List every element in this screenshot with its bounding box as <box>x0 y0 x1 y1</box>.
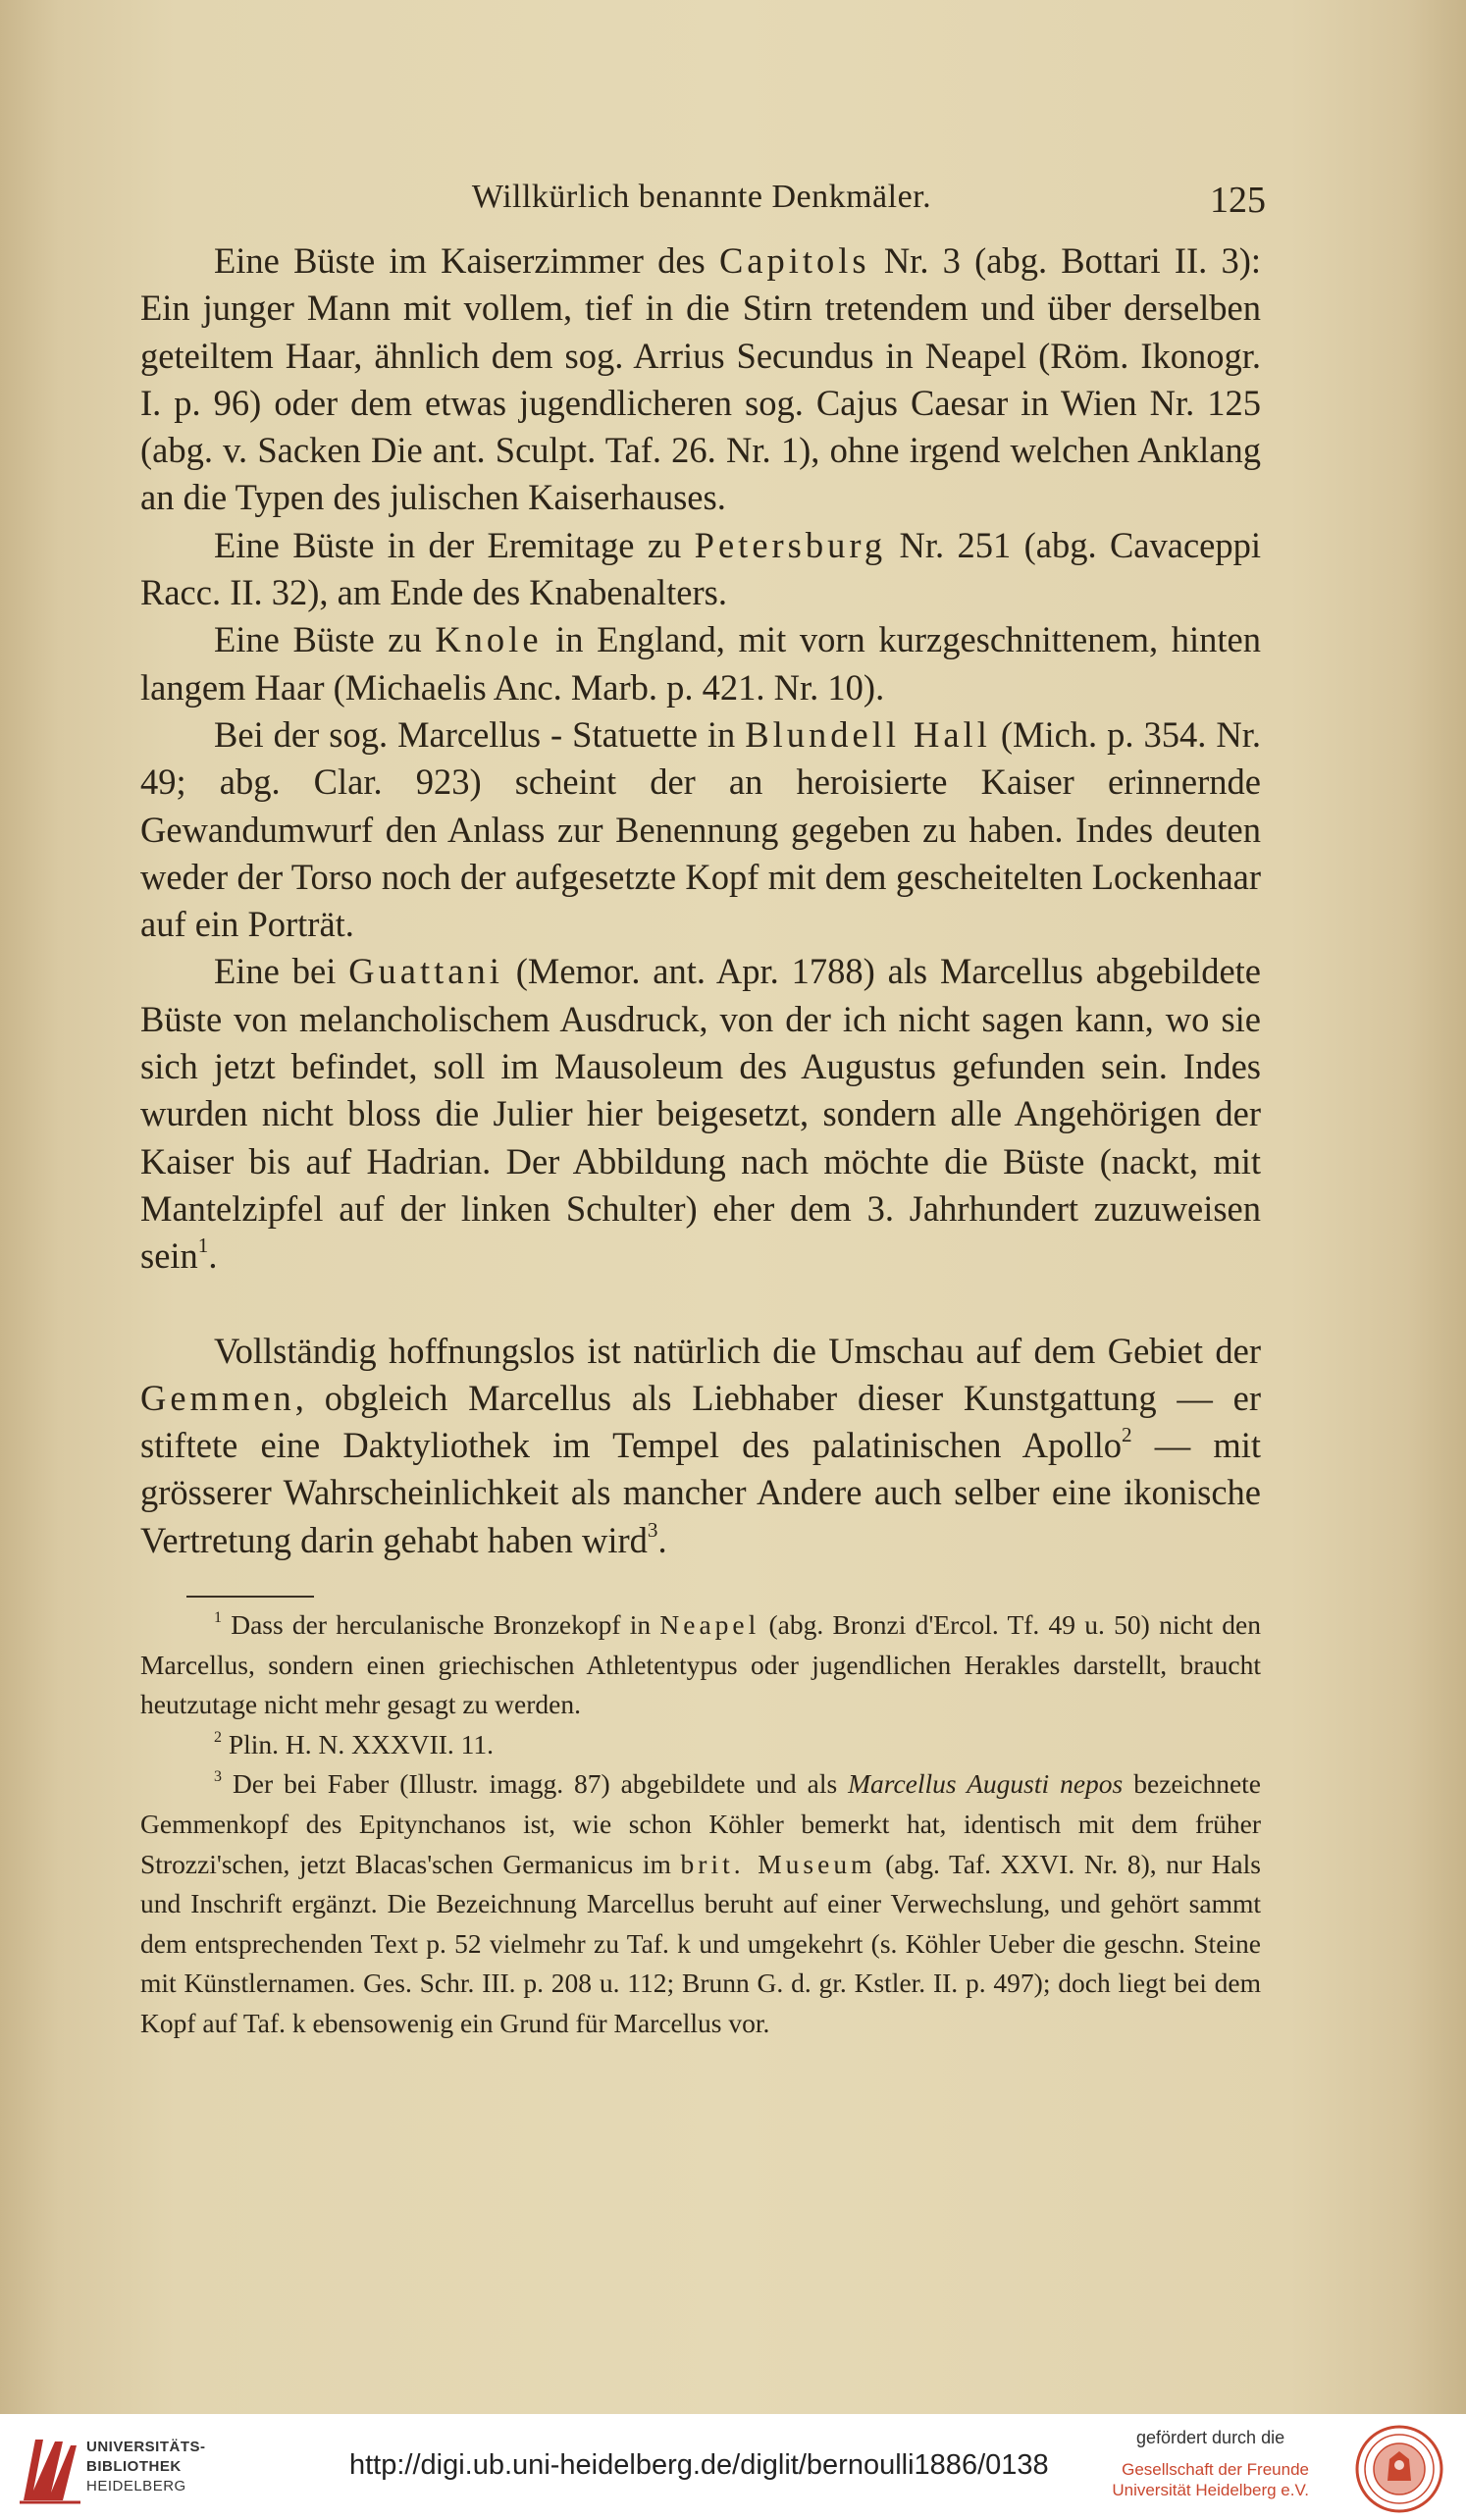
spaced-name: Petersburg <box>694 524 887 565</box>
paragraph: Eine Büste im Kaiserzimmer des Capitols Nr. 3 (abg. Bottari II. 3): Ein junger Mann mit vollem, tief in die Stirn tretendem und über derselben geteiltem Haar, ähnlich dem sog. Arrius Secundus in Neapel (Röm. Ikonogr. I. p. 96) oder dem etwas jugendlicheren sog. Cajus Caesar in Wien Nr. 125 (abg. v. Sacken Die ant. Sculpt. Taf. 26. Nr. 1), ohne irgend welchen Anklang an die Typen des julischen Kaiserhauses. <box>140 240 1262 518</box>
footnote-ref: 3 <box>647 1517 658 1542</box>
footnote-ref: 2 <box>1121 1423 1132 1447</box>
spaced-name: Knole <box>435 619 543 660</box>
sponsor-label: gefördert durch die <box>1136 2428 1285 2447</box>
page-number: 125 <box>1210 180 1266 221</box>
spaced-name: Capitols <box>718 240 870 281</box>
paragraph: Eine bei Guattani (Memor. ant. Apr. 1788) als Marcellus abgebildete Büste von melancholischem Ausdruck, von der ich nicht sagen kann, wo sie sich jetzt befindet, soll im Mausoleum des Augustus gefunden sein. Indes wurden nicht bloss die Julier hier beigesetzt, sondern alle Angehörigen der Kaiser bis auf Hadrian. Der Abbildung nach möchte die Büste (nackt, mit Mantelzipfel auf der linken Schulter) eher dem 3. Jahrhundert zuzuweisen sein$^1$. <box>140 951 1261 1277</box>
running-head <box>137 179 1266 228</box>
running-head-title: Willkürlich benannte Denkmäler. <box>471 179 932 215</box>
ub-heidelberg-logo-icon[interactable] <box>16 2432 84 2506</box>
paragraph: Bei der sog. Marcellus - Statuette in Blundell Hall (Mich. p. 354. Nr. 49; abg. Clar. 923) scheint der an heroisierte Kaiser erinnernde Gewandumwurf den Anlass zur Benennung gegeben zu haben. Indes deuten weder der Torso noch der aufgesetzte Kopf mit dem gescheitelten Lockenhaar auf ein Porträt. <box>140 713 1262 945</box>
permalink-url[interactable]: http://digi.ub.uni-heidelberg.de/diglit/bernoulli1886/0138 <box>349 2449 1049 2481</box>
footnote: $^1$ Dass der herculanische Bronzekopf in Neapel (abg. Bronzi d'Ercol. Tf. 49 u. 50) nicht den Marcellus, sondern einen griechischen Athletentypus oder jugendlichen Herakles darstellt, braucht heutzutage nicht mehr gesagt zu werden. <box>140 1609 1262 1720</box>
paragraph: Eine Büste in der Eremitage zu Petersburg Nr. 251 (abg. Cavaceppi Racc. II. 32), am Ende des Knabenalters. <box>140 524 1261 613</box>
spaced-name: Guattani <box>348 951 503 992</box>
footnote: $^2$ Plin. H. N. XXXVII. 11. <box>214 1728 494 1759</box>
footnote-divider <box>186 1596 314 1598</box>
footnote: $^3$ Der bei Faber (Illustr. imagg. 87) abgebildete und als Marcellus Augusti nepos bezeichnete Gemmenkopf des Epitynchanos ist, wie schon Köhler bemerkt hat, identisch mit dem früher Strozzi'schen, jetzt Blacas'schen Germanicus im brit. Museum (abg. Taf. XXVI. Nr. 8), nur Hals und Inschrift ergänzt. Die Bezeichnung Marcellus beruht auf einer Verwechslung, und gehört sammt dem entsprechenden Text p. 52 vielmehr zu Taf. k und umgekehrt (s. Köhler Ueber die geschn. Steine mit Künstlernamen. Ges. Schr. III. p. 208 u. 112; Brunn G. d. gr. Kstler. II. p. 497); doch liegt bei dem Kopf auf Taf. k ebensowenig ein Grund für Marcellus vor. <box>140 1768 1262 2038</box>
spaced-name: Blundell Hall <box>745 713 991 755</box>
footnote-ref: 1 <box>197 1234 209 1258</box>
library-name: UNIVERSITÄTS- BIBLIOTHEK HEIDELBERG <box>86 2439 206 2494</box>
sponsor-name: Gesellschaft der Freunde Universität Heidelberg e.V. <box>1112 2460 1309 2499</box>
spaced-name: Gemmen <box>140 1377 295 1418</box>
footnotes <box>140 1605 1261 2044</box>
footer-bar <box>0 2414 1466 2520</box>
university-seal-icon <box>1354 2424 1444 2514</box>
paragraph: Vollständig hoffnungslos ist natürlich die Umschau auf dem Gebiet der Gemmen, obgleich Marcellus als Liebhaber dieser Kunstgattung — er stiftete eine Daktyliothek im Tempel des palatinischen Apollo$^2$ — mit grösserer Wahrscheinlichkeit als mancher Andere auch selber eine ikonische Vertretung darin gehabt haben wird$^3$. <box>140 1330 1261 1560</box>
paragraph: Eine Büste zu Knole in England, mit vorn kurzgeschnittenem, hinten langem Haar (Michaelis Anc. Marb. p. 421. Nr. 10). <box>140 619 1261 708</box>
main-text <box>140 237 1261 1564</box>
